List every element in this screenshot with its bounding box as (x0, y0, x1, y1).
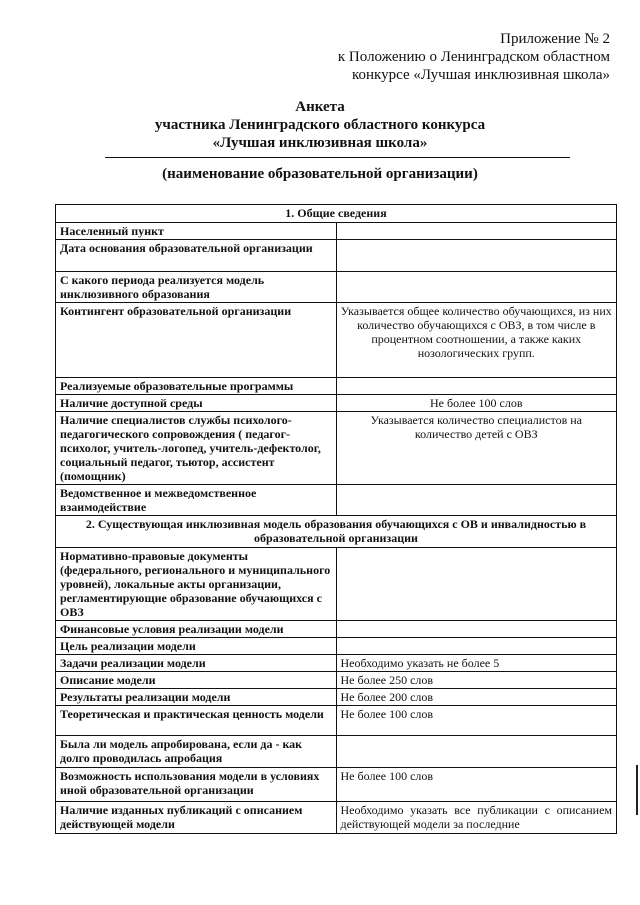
row-value (336, 485, 617, 516)
table-row (56, 672, 617, 689)
table-row (56, 548, 617, 621)
table-row (56, 689, 617, 706)
row-value (336, 548, 617, 621)
row-label: Реализуемые образовательные программы (56, 378, 337, 395)
table-row (56, 412, 617, 485)
appendix-line: Приложение № 2 (500, 31, 610, 47)
row-label: Наличие доступной среды (56, 395, 337, 412)
row-value: Необходимо указать все публикации с описанием действующей модели за последние (336, 802, 617, 834)
title-line: «Лучшая инклюзивная школа» (212, 135, 428, 151)
table-row (56, 736, 617, 768)
row-label: Наличие специалистов службы психолого-педагогического сопровождения ( педагог-психолог, учитель-логопед, учитель-дефектолог, социальный педагог, тьютор, ассистент (помощник) (56, 412, 337, 485)
section-header-row (56, 516, 617, 548)
title-line: участника Ленинградского областного конкурса (154, 117, 486, 133)
appendix-line: к Положению о Ленинградском областном (337, 49, 610, 65)
org-name-underline (105, 157, 570, 158)
row-value (336, 272, 617, 303)
row-label: Цель реализации модели (56, 638, 337, 655)
scan-edge-mark (636, 765, 638, 815)
row-label: С какого периода реализуется модель инклюзивного образования (56, 272, 337, 303)
row-label: Нормативно-правовые документы (федерального, регионального и муниципального уровней), локальные акты организации, регламентирующие образование обучающихся с ОВЗ (56, 548, 337, 621)
row-value: Указывается общее количество обучающихся, из них количество обучающихся с ОВЗ, в том числе в процентном соотношении, а также каких нозологических групп. (336, 303, 617, 378)
row-value (336, 638, 617, 655)
section-heading: 1. Общие сведения (56, 205, 617, 223)
table-row (56, 240, 617, 272)
row-value (336, 621, 617, 638)
row-value: Не более 100 слов (336, 768, 617, 802)
table-row (56, 395, 617, 412)
row-label: Населенный пункт (56, 223, 337, 240)
table-row (56, 378, 617, 395)
appendix-header (290, 30, 610, 84)
row-value: Указывается количество специалистов на количество детей с ОВЗ (336, 412, 617, 485)
appendix-line: конкурсе «Лучшая инклюзивная школа» (351, 67, 610, 83)
section-heading: 2. Существующая инклюзивная модель образования обучающихся с ОВ и инвалидностью в образовательной организации (56, 516, 617, 548)
row-value (336, 378, 617, 395)
row-label: Наличие изданных публикаций с описанием действующей модели (56, 802, 337, 834)
table-row (56, 272, 617, 303)
row-label: Дата основания образовательной организации (56, 240, 337, 272)
row-label: Финансовые условия реализации модели (56, 621, 337, 638)
table-row (56, 621, 617, 638)
questionnaire-table (55, 204, 617, 834)
document-title (0, 98, 640, 152)
row-value: Не более 250 слов (336, 672, 617, 689)
row-value (336, 223, 617, 240)
title-line: Анкета (295, 99, 345, 115)
row-value (336, 240, 617, 272)
table-row (56, 303, 617, 378)
row-value: Не более 100 слов (336, 395, 617, 412)
row-value (336, 736, 617, 768)
row-value: Необходимо указать не более 5 (336, 655, 617, 672)
row-label: Была ли модель апробирована, если да - как долго проводилась апробация (56, 736, 337, 768)
table-row (56, 706, 617, 736)
row-label: Возможность использования модели в условиях иной образовательной организации (56, 768, 337, 802)
row-label: Описание модели (56, 672, 337, 689)
table-row (56, 802, 617, 834)
section-header-row (56, 205, 617, 223)
row-label: Контингент образовательной организации (56, 303, 337, 378)
row-value: Не более 100 слов (336, 706, 617, 736)
org-name-caption: (наименование образовательной организации) (162, 166, 478, 182)
row-value: Не более 200 слов (336, 689, 617, 706)
table-row (56, 655, 617, 672)
row-label: Результаты реализации модели (56, 689, 337, 706)
table-row (56, 485, 617, 516)
table-row (56, 223, 617, 240)
table-row (56, 768, 617, 802)
row-label: Задачи реализации модели (56, 655, 337, 672)
row-label: Теоретическая и практическая ценность модели (56, 706, 337, 736)
table-row (56, 638, 617, 655)
row-label: Ведомственное и межведомственное взаимодействие (56, 485, 337, 516)
